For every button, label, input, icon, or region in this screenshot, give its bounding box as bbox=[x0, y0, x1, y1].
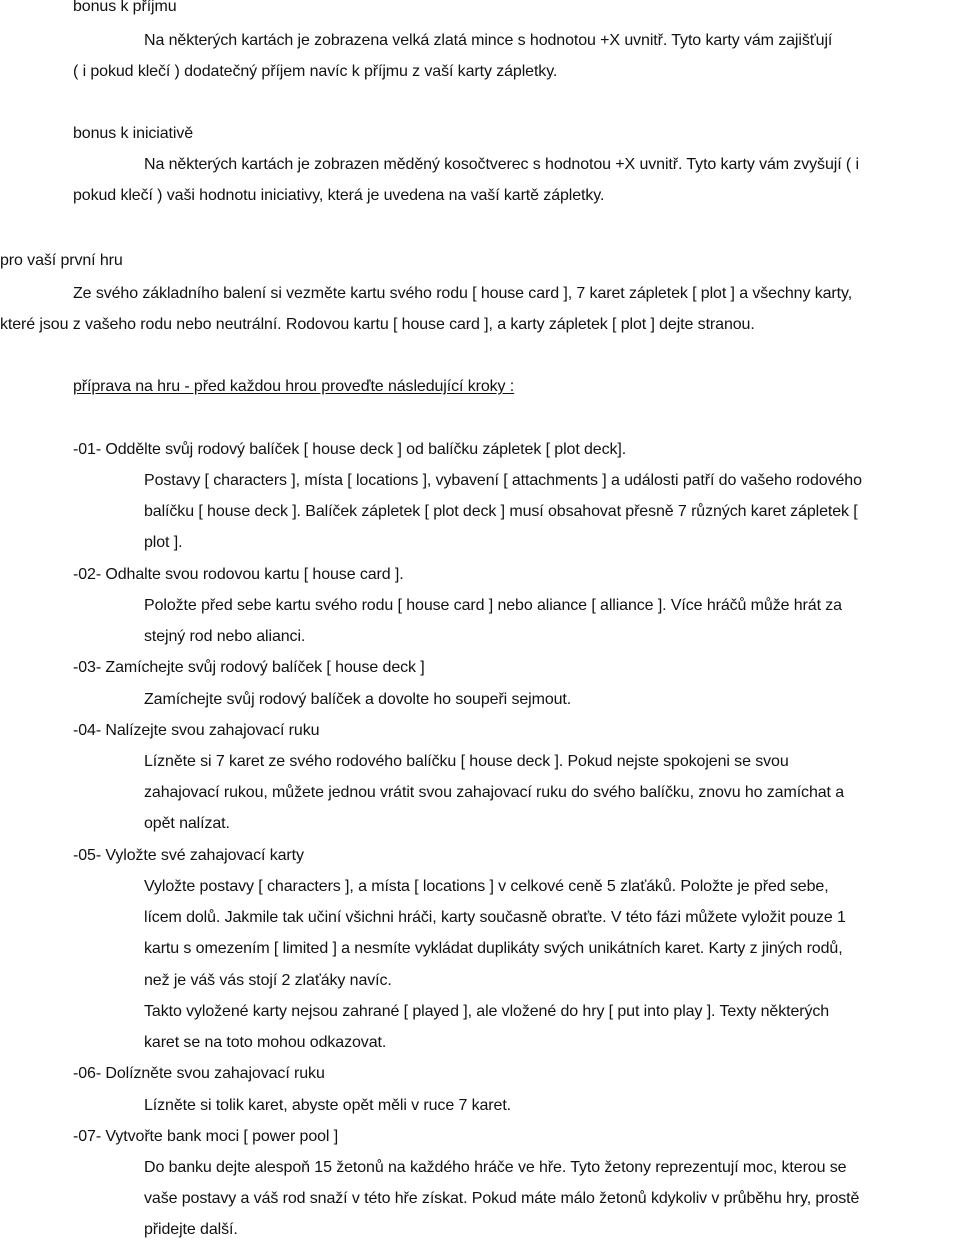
step-text-line: balíčku [ house deck ]. Balíček zápletek [ plot deck ] musí obsahovat přesně 7 různých karet zápletek [ bbox=[144, 503, 858, 520]
step-text-line: Vyložte postavy [ characters ], a místa [ locations ] v celkové ceně 5 zlaťáků. Položte je před sebe, bbox=[144, 878, 829, 895]
step-title-03: -03- Zamíchejte svůj rodový balíček [ house deck ] bbox=[73, 659, 425, 676]
paragraph-line: ( i pokud klečí ) dodatečný příjem navíc k příjmu z vaší karty zápletky. bbox=[73, 63, 558, 80]
step-text-line: Do banku dejte alespoň 15 žetonů na každého hráče ve hře. Tyto žetony reprezentují moc, kterou se bbox=[144, 1159, 847, 1176]
step-text-line: Lízněte si tolik karet, abyste opět měli v ruce 7 karet. bbox=[144, 1097, 512, 1114]
step-title-07: -07- Vytvořte bank moci [ power pool ] bbox=[73, 1128, 339, 1145]
paragraph-line: Ze svého základního balení si vezměte kartu svého rodu [ house card ], 7 karet zápletek [ plot ] a všechny karty, bbox=[73, 285, 853, 302]
section-heading-bonus-income: bonus k příjmu bbox=[73, 0, 177, 15]
step-text-line: opět nalízat. bbox=[144, 815, 230, 832]
step-title-06: -06- Dolízněte svou zahajovací ruku bbox=[73, 1065, 325, 1082]
step-title-02: -02- Odhalte svou rodovou kartu [ house card ]. bbox=[73, 566, 404, 583]
step-text-line: stejný rod nebo alianci. bbox=[144, 628, 306, 645]
step-text-line: Postavy [ characters ], místa [ locations ], vybavení [ attachments ] a události patří do vašeho rodového bbox=[144, 472, 862, 489]
step-title-05: -05- Vyložte své zahajovací karty bbox=[73, 847, 304, 864]
step-text-line: než je váš vás stojí 2 zlaťáky navíc. bbox=[144, 972, 392, 989]
step-text-line: plot ]. bbox=[144, 534, 183, 551]
step-text-line: Položte před sebe kartu svého rodu [ house card ] nebo aliance [ alliance ]. Více hráčů může hrát za bbox=[144, 597, 842, 614]
step-text-line: kartu s omezením [ limited ] a nesmíte vykládat duplikáty svých unikátních karet. Karty z jiných rodů, bbox=[144, 940, 843, 957]
step-text-line: Lízněte si 7 karet ze svého rodového balíčku [ house deck ]. Pokud nejste spokojeni se svou bbox=[144, 753, 789, 770]
step-text-line: lícem dolů. Jakmile tak učiní všichni hráči, karty současně obraťte. V této fázi můžete vyložit pouze 1 bbox=[144, 909, 846, 926]
section-heading-first-game: pro vaší první hru bbox=[0, 252, 123, 269]
section-heading-bonus-initiative: bonus k iniciativě bbox=[73, 125, 194, 142]
paragraph-line: Na některých kartách je zobrazen měděný kosočtverec s hodnotou +X uvnitř. Tyto karty vám zvyšují ( i bbox=[144, 156, 859, 173]
step-text-line: karet se na toto mohou odkazovat. bbox=[144, 1034, 387, 1051]
step-text-line: přidejte další. bbox=[144, 1221, 238, 1238]
step-text-line: Zamíchejte svůj rodový balíček a dovolte ho soupeři sejmout. bbox=[144, 691, 572, 708]
section-heading-preparation: příprava na hru - před každou hrou proveďte následující kroky : bbox=[73, 378, 515, 395]
step-text-line: vaše postavy a váš rod snaží v této hře získat. Pokud máte málo žetonů kdykoliv v průběhu hry, prostě bbox=[144, 1190, 860, 1207]
step-text-line: zahajovací rukou, můžete jednou vrátit svou zahajovací ruku do svého balíčku, znovu ho zamíchat a bbox=[144, 784, 845, 801]
paragraph-line: které jsou z vašeho rodu nebo neutrální. Rodovou kartu [ house card ], a karty zápletek [ plot ] dejte stranou. bbox=[0, 316, 755, 333]
paragraph-line: Na některých kartách je zobrazena velká zlatá mince s hodnotou +X uvnitř. Tyto karty vám zajišťují bbox=[144, 32, 833, 49]
step-title-04: -04- Nalízejte svou zahajovací ruku bbox=[73, 722, 320, 739]
paragraph-line: pokud klečí ) vaši hodnotu iniciativy, která je uvedena na vaší kartě zápletky. bbox=[73, 187, 605, 204]
step-title-01: -01- Oddělte svůj rodový balíček [ house deck ] od balíčku zápletek [ plot deck]. bbox=[73, 441, 627, 458]
step-text-line: Takto vyložené karty nejsou zahrané [ played ], ale vložené do hry [ put into play ]. Texty některých bbox=[144, 1003, 830, 1020]
